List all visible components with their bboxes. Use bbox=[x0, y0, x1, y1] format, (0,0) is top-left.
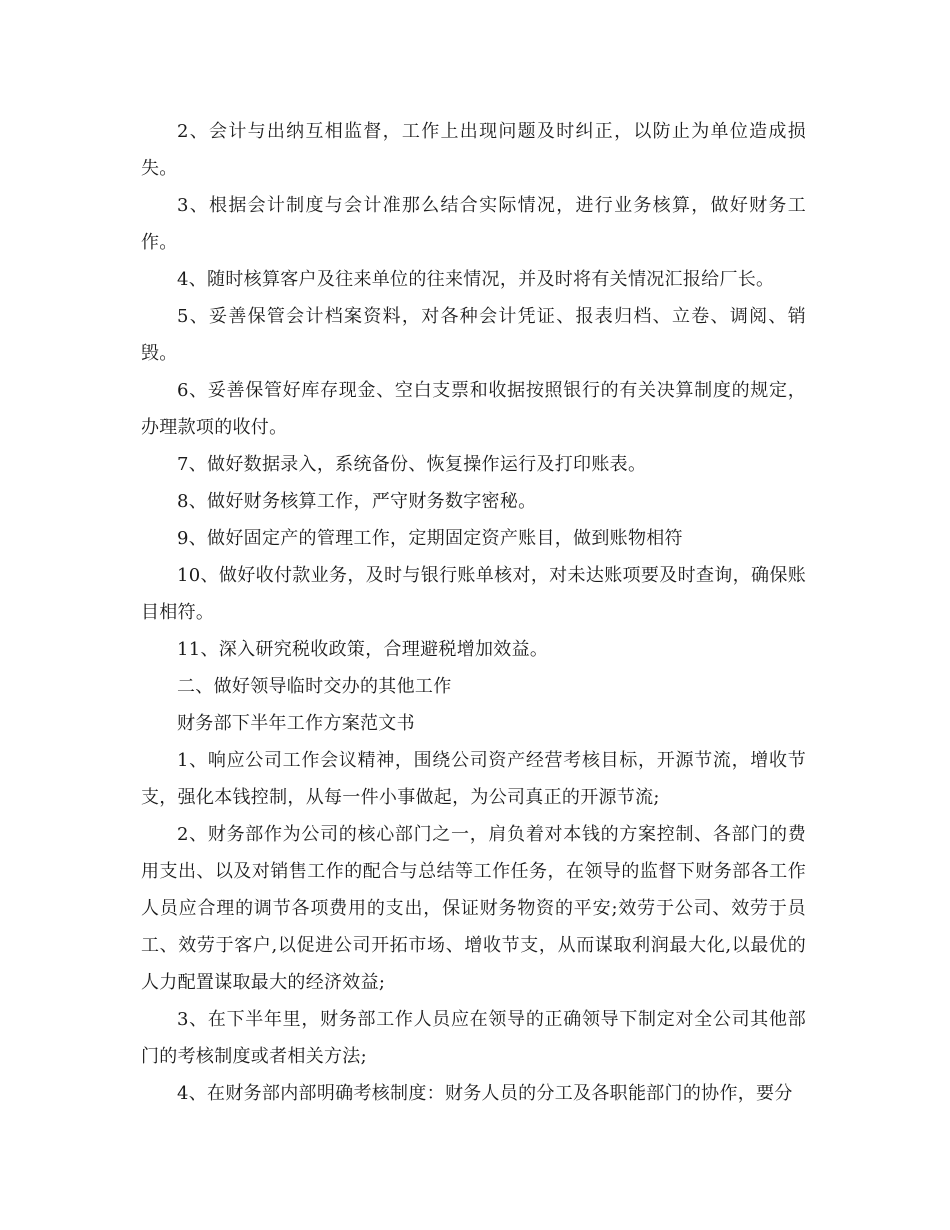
paragraph-tax-policy: 11、深入研究税收政策，合理避税增加效益。 bbox=[177, 639, 549, 660]
paragraph-fixed-assets: 9、做好固定产的管理工作，定期固定资产账目，做到账物相符 bbox=[177, 528, 683, 549]
paragraph-customer-accounts: 4、随时核算客户及往来单位的往来情况，并及时将有关情况汇报给厂长。 bbox=[177, 269, 775, 290]
paragraph-core-department: 2、财务部作为公司的核心部门之一，肩负着对本钱的方案控制、各部门的费用支出、以及对销售工作的配合与总结等工作任务，在领导的监督下财务部各工作人员应合理的调节各项费用的支出，保证财务物资的平安;效劳于公司、效劳于员工、效劳于客户,以促进公司开拓市场、增收节支，从而谋取利润最大化,以最优的人力配置谋取最大的经济效益; bbox=[141, 824, 806, 993]
paragraph-archive-management: 5、妥善保管会计档案资料，对各种会计凭证、报表归档、立卷、调阅、销毁。 bbox=[141, 306, 806, 364]
paragraph-cost-control: 1、响应公司工作会议精神，围绕公司资产经营考核目标，开源节流，增收节支，强化本钱控制，从每一件小事做起，为公司真正的开源节流; bbox=[141, 750, 806, 808]
paragraph-confidentiality: 8、做好财务核算工作，严守财务数字密秘。 bbox=[177, 491, 537, 512]
section-heading-other-work: 二、做好领导临时交办的其他工作 bbox=[177, 676, 452, 697]
paragraph-receipts-payments: 10、做好收付款业务，及时与银行账单核对，对未达账项要及时查询，确保账目相符。 bbox=[141, 565, 806, 623]
section-heading-plan-title: 财务部下半年工作方案范文书 bbox=[177, 713, 415, 734]
paragraph-cash-custody: 6、妥善保管好库存现金、空白支票和收据按照银行的有关决算制度的规定，办理款项的收付。 bbox=[141, 380, 806, 438]
paragraph-data-entry: 7、做好数据录入，系统备份、恢复操作运行及打印账表。 bbox=[177, 454, 647, 475]
paragraph-accounting-cashier-supervision: 2、会计与出纳互相监督，工作上出现问题及时纠正，以防止为单位造成损失。 bbox=[141, 121, 806, 179]
paragraph-business-accounting: 3、根据会计制度与会计准那么结合实际情况，进行业务核算，做好财务工作。 bbox=[141, 195, 806, 253]
paragraph-assessment-system: 3、在下半年里，财务部工作人员应在领导的正确领导下制定对全公司其他部门的考核制度或者相关方法; bbox=[141, 1009, 806, 1067]
paragraph-internal-assessment: 4、在财务部内部明确考核制度：财务人员的分工及各职能部门的协作，要分 bbox=[177, 1083, 793, 1104]
document-body bbox=[141, 113, 806, 1112]
